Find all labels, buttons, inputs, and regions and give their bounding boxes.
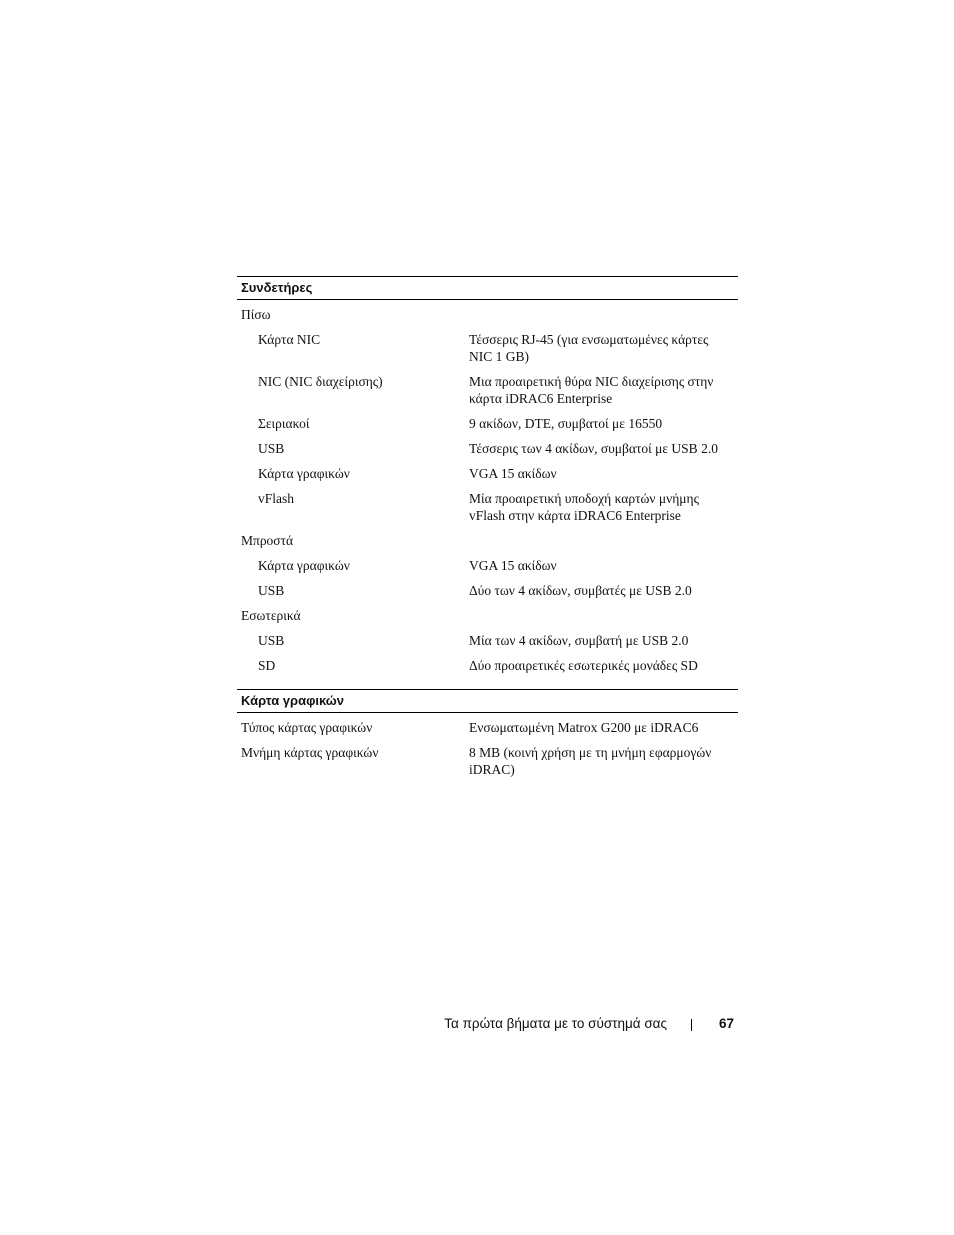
spec-row [237, 411, 738, 436]
spec-value: VGA 15 ακίδων [469, 558, 557, 573]
spec-value: Τέσσερις των 4 ακίδων, συμβατοί με USB 2.0 [469, 441, 718, 456]
connectors-heading: Συνδετήρες [237, 276, 738, 300]
spec-label: Κάρτα γραφικών [258, 558, 350, 573]
spec-label: USB [258, 441, 285, 456]
spec-row [237, 715, 738, 740]
spec-label: SD [258, 658, 276, 673]
spec-label: Τύπος κάρτας γραφικών [241, 720, 373, 735]
spec-value: Δύο των 4 ακίδων, συμβατές με USB 2.0 [469, 583, 692, 598]
spec-value: Μια προαιρετική θύρα NIC διαχείρισης στην κάρτα iDRAC6 Enterprise [469, 374, 714, 406]
spec-row [237, 461, 738, 486]
spec-row [237, 553, 738, 578]
spec-group-row [237, 302, 738, 327]
spec-row [237, 327, 738, 369]
spec-value: Μία των 4 ακίδων, συμβατή με USB 2.0 [469, 633, 689, 648]
footer-title: Τα πρώτα βήματα με το σύστημά σας [444, 1016, 667, 1031]
graphics-section [237, 689, 738, 782]
spec-group-label: Μπροστά [241, 533, 294, 548]
page-footer [400, 1013, 734, 1035]
page-number: 67 [718, 1016, 734, 1031]
spec-label: Κάρτα NIC [258, 332, 321, 347]
spec-group-label: Εσωτερικά [241, 608, 301, 623]
spec-label: USB [258, 583, 285, 598]
spec-row [237, 578, 738, 603]
spec-row [237, 436, 738, 461]
graphics-table [237, 713, 738, 782]
spec-label: Σειριακοί [258, 416, 310, 431]
spec-label: NIC (NIC διαχείρισης) [258, 374, 383, 389]
connectors-section [237, 276, 738, 678]
spec-row [237, 628, 738, 653]
spec-value: VGA 15 ακίδων [469, 466, 557, 481]
spec-group-row [237, 528, 738, 553]
spec-group-label: Πίσω [241, 307, 271, 322]
spec-value: 8 MB (κοινή χρήση με τη μνήμη εφαρμογών iDRAC) [469, 745, 712, 777]
spec-label: Κάρτα γραφικών [258, 466, 350, 481]
spec-value: Μία προαιρετική υποδοχή καρτών μνήμης vFlash στην κάρτα iDRAC6 Enterprise [469, 491, 699, 523]
spec-row [237, 740, 738, 782]
spec-row [237, 486, 738, 528]
spec-row [237, 653, 738, 678]
spec-label: vFlash [258, 491, 295, 506]
graphics-heading: Κάρτα γραφικών [237, 689, 738, 713]
spec-value: Ενσωματωμένη Matrox G200 με iDRAC6 [469, 720, 699, 735]
footer-separator [691, 1019, 692, 1031]
spec-group-row [237, 603, 738, 628]
spec-row [237, 369, 738, 411]
spec-value: Δύο προαιρετικές εσωτερικές μονάδες SD [469, 658, 698, 673]
spec-value: Τέσσερις RJ-45 (για ενσωματωμένες κάρτες NIC 1 GB) [469, 332, 709, 364]
connectors-table [237, 300, 738, 678]
spec-label: USB [258, 633, 285, 648]
spec-label: Μνήμη κάρτας γραφικών [241, 745, 379, 760]
spec-value: 9 ακίδων, DTE, συμβατοί με 16550 [469, 416, 663, 431]
